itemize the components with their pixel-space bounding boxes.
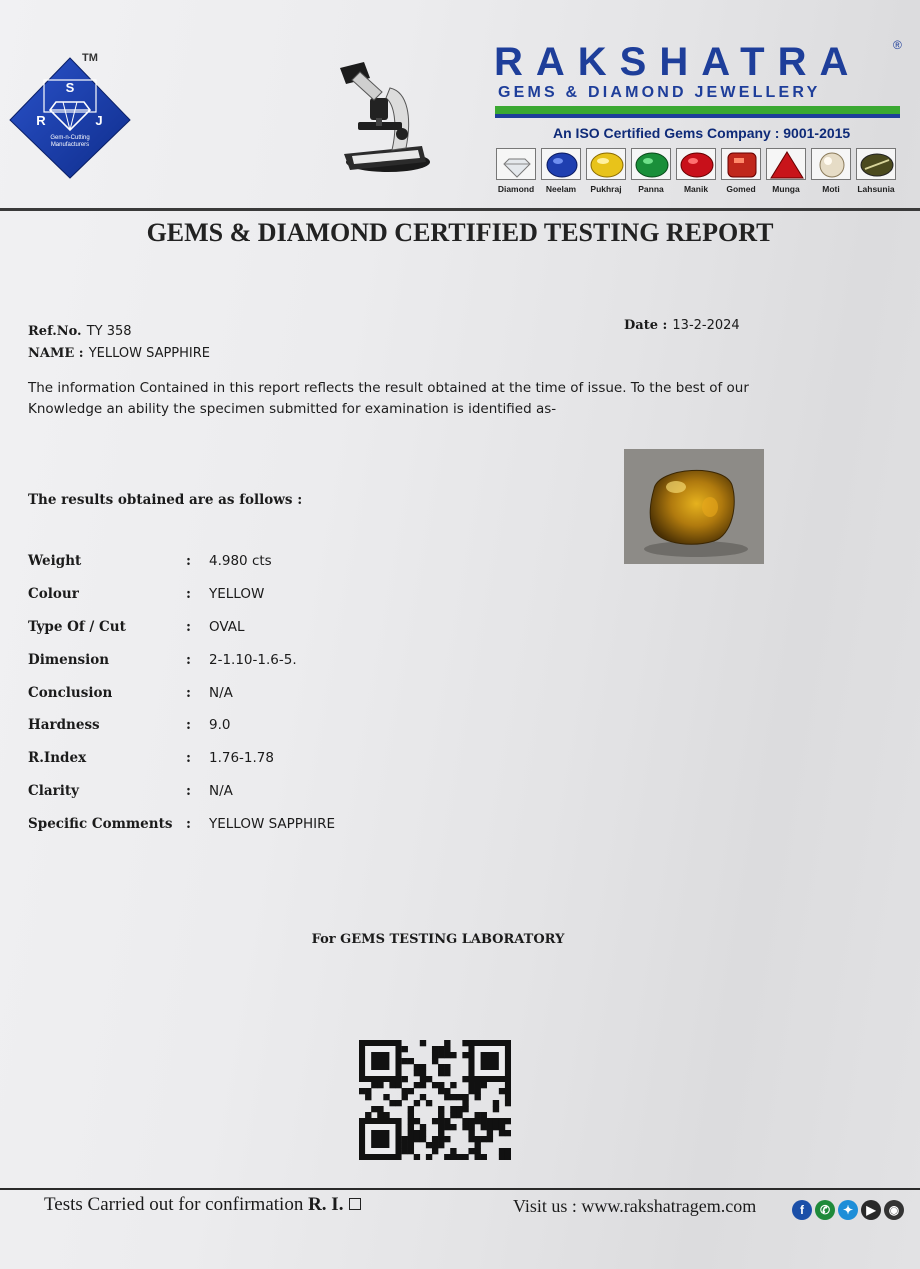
brand-subtitle: GEMS & DIAMOND JEWELLERY	[498, 84, 821, 101]
gem-label: Panna	[638, 184, 664, 194]
result-separator: :	[186, 619, 191, 635]
gem-label: Gomed	[726, 184, 756, 194]
company-logo	[8, 50, 132, 180]
result-value: YELLOW SAPPHIRE	[209, 816, 335, 832]
result-separator: :	[186, 816, 191, 832]
twitter-icon[interactable]: ✦	[838, 1200, 858, 1220]
ref-label: Ref.No.	[28, 324, 82, 339]
tests-code: R. I.	[308, 1194, 344, 1215]
result-separator: :	[186, 586, 191, 602]
name-label: NAME :	[28, 346, 84, 361]
result-row-cut	[28, 619, 628, 639]
result-row-weight	[28, 553, 628, 573]
result-separator: :	[186, 717, 191, 733]
result-label: Clarity	[28, 783, 79, 799]
result-row-conclusion	[28, 685, 628, 705]
result-value: YELLOW	[209, 586, 265, 602]
gem-label: Manik	[683, 184, 709, 194]
whatsapp-icon[interactable]: ✆	[815, 1200, 835, 1220]
gemstone-photo	[624, 449, 764, 564]
result-label: Specific Comments	[28, 816, 173, 832]
result-row-comments	[28, 816, 628, 836]
facebook-icon[interactable]: f	[792, 1200, 812, 1220]
gem-moti	[810, 148, 852, 198]
result-label: Colour	[28, 586, 79, 602]
gem-label: Diamond	[497, 184, 535, 194]
result-value: 1.76-1.78	[209, 750, 274, 766]
tests-text: Tests Carried out for confirmation	[44, 1194, 304, 1215]
result-separator: :	[186, 652, 191, 668]
result-row-clarity	[28, 783, 628, 803]
gem-pukhraj	[585, 148, 627, 198]
intro-paragraph	[28, 378, 808, 420]
specimen-name	[28, 342, 210, 361]
result-row-dimension	[28, 652, 628, 672]
tests-confirmation	[44, 1194, 361, 1216]
logo-letter-j: J	[95, 113, 103, 128]
confirmation-checkbox	[349, 1198, 361, 1210]
lab-signature: For GEMS TESTING LABORATORY	[311, 932, 565, 947]
instagram-icon[interactable]: ◉	[884, 1200, 904, 1220]
website-link[interactable]: Visit us : www.rakshatragem.com	[513, 1196, 757, 1216]
gem-diamond	[495, 148, 537, 198]
result-label: R.Index	[28, 750, 87, 766]
report-title: GEMS & DIAMOND CERTIFIED TESTING REPORT	[146, 218, 774, 247]
gem-manik	[675, 148, 717, 198]
result-separator: :	[186, 553, 191, 569]
gem-panna	[630, 148, 672, 198]
result-separator: :	[186, 685, 191, 701]
brand-green-stripe	[495, 106, 900, 114]
result-value: OVAL	[209, 619, 245, 635]
result-value: 9.0	[209, 717, 231, 733]
gemstone-strip	[495, 148, 905, 198]
results-heading: The results obtained are as follows :	[28, 492, 303, 508]
footer-divider	[0, 1188, 920, 1190]
result-row-hardness	[28, 717, 628, 737]
result-label: Conclusion	[28, 685, 113, 701]
logo-tagline-2: Manufacturers	[50, 142, 90, 148]
gem-label: Neelam	[545, 184, 577, 194]
gem-neelam	[540, 148, 582, 198]
gem-label: Munga	[772, 184, 800, 194]
logo-letter-r: R	[36, 113, 46, 128]
result-row-refractive-index	[28, 750, 628, 770]
result-row-colour	[28, 586, 628, 606]
youtube-icon[interactable]: ▶	[861, 1200, 881, 1220]
intro-line-1: The information Contained in this report reflects the result obtained at the time of issue. To the best of our	[28, 380, 749, 396]
brand-blue-stripe	[495, 114, 900, 118]
header-divider	[0, 208, 920, 211]
name-value: YELLOW SAPPHIRE	[88, 346, 211, 361]
gem-munga	[765, 148, 807, 198]
result-value: 4.980 cts	[209, 553, 272, 569]
result-label: Hardness	[28, 717, 100, 733]
gem-label: Pukhraj	[590, 184, 622, 194]
gem-label: Moti	[822, 184, 840, 194]
ref-value: TY 358	[86, 324, 132, 339]
registered-mark: ®	[893, 38, 902, 52]
result-label: Type Of / Cut	[28, 619, 126, 635]
report-date	[624, 314, 740, 333]
gem-lahsunia	[855, 148, 897, 198]
logo-letter-s: S	[65, 80, 75, 95]
result-separator: :	[186, 750, 191, 766]
reference-number	[28, 320, 132, 339]
date-label: Date :	[624, 318, 668, 333]
gem-gomed	[720, 148, 762, 198]
result-value: N/A	[209, 685, 233, 701]
social-icons	[792, 1200, 907, 1222]
result-value: 2-1.10-1.6-5.	[209, 652, 297, 668]
microscope-icon	[330, 58, 430, 176]
gem-label: Lahsunia	[857, 184, 895, 194]
date-value: 13-2-2024	[672, 318, 740, 333]
trademark-mark: TM	[82, 52, 98, 64]
result-label: Weight	[28, 553, 82, 569]
logo-tagline-1: Gem-n-Cutting	[50, 135, 90, 141]
result-label: Dimension	[28, 652, 110, 668]
qr-code[interactable]	[359, 1040, 511, 1160]
result-value: N/A	[209, 783, 233, 799]
result-separator: :	[186, 783, 191, 799]
brand-name: RAKSHATRA	[494, 40, 862, 84]
iso-certification: An ISO Certified Gems Company : 9001-2015	[553, 125, 851, 141]
intro-line-2: Knowledge an ability the specimen submitted for examination is identified as-	[28, 401, 557, 417]
